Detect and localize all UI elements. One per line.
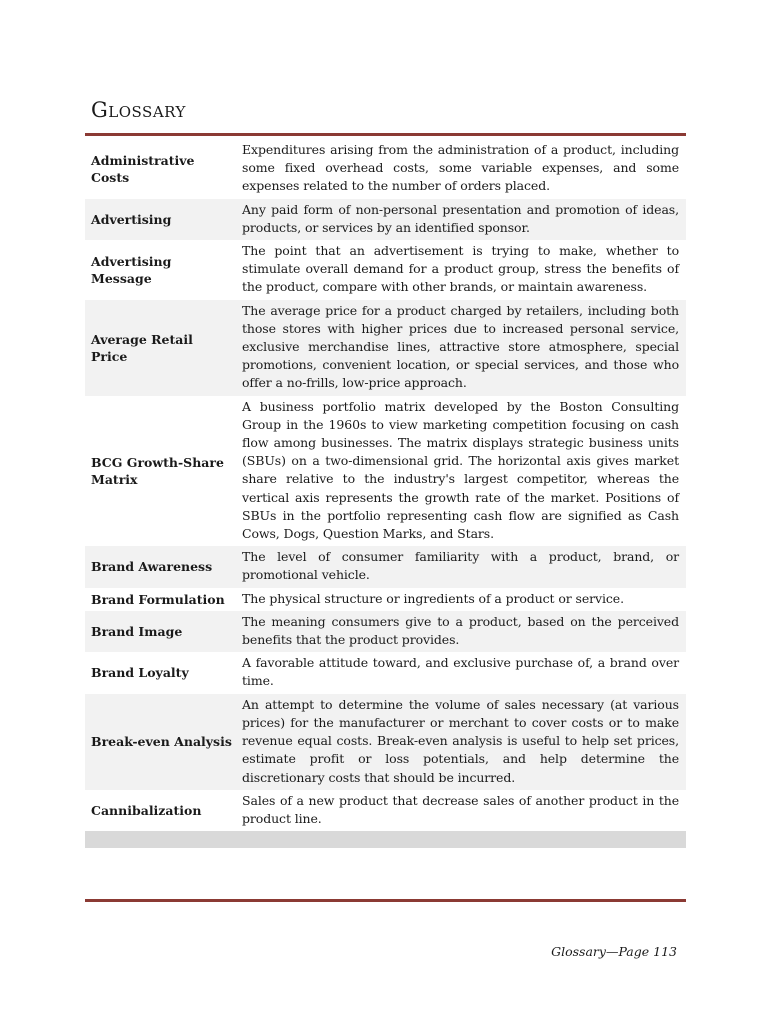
glossary-definition: An attempt to determine the volume of sales necessary (at various prices) for the manufacturer or merchant to cover costs or to make revenue equal costs. Break-even analysis is useful to help set prices, estimate profit or loss potentials, and help determine the discretionary costs that should be incurred. (237, 694, 686, 790)
glossary-definition: The average price for a product charged by retailers, including both those stores with higher prices due to increased personal service, exclusive merchandise lines, attractive store atmosphere, special promotions, convenient location, or special services, and those who offer a no-frills, low-price approach. (237, 300, 686, 396)
glossary-term: Average Retail Price (85, 300, 237, 396)
page-footer: Glossary—Page 113 (551, 944, 677, 959)
glossary-term: Break-even Analysis (85, 694, 237, 790)
page-title: Glossary (91, 98, 186, 122)
glossary-row (85, 790, 686, 831)
glossary-row (85, 199, 686, 240)
glossary-term: Advertising Message (85, 240, 237, 300)
glossary-definition: Any paid form of non-personal presentation and promotion of ideas, products, or services by an identified sponsor. (237, 199, 686, 240)
glossary-term: Brand Formulation (85, 588, 237, 611)
glossary-row (85, 240, 686, 300)
glossary-term: Brand Image (85, 611, 237, 652)
glossary-term: Cannibalization (85, 790, 237, 831)
glossary-definition: The level of consumer familiarity with a product, brand, or promotional vehicle. (237, 546, 686, 587)
glossary-row (85, 652, 686, 693)
glossary-definition: A business portfolio matrix developed by the Boston Consulting Group in the 1960s to view marketing competition focusing on cash flow among businesses. The matrix displays strategic business units (SBUs) on a two-dimensional grid. The horizontal axis gives market share relative to the industry's largest competitor, whereas the vertical axis represents the growth rate of the market. Positions of SBUs in the portfolio representing cash flow are signified as Cash Cows, Dogs, Question Marks, and Stars. (237, 396, 686, 547)
glossary-definition: A favorable attitude toward, and exclusive purchase of, a brand over time. (237, 652, 686, 693)
glossary-definition: Expenditures arising from the administration of a product, including some fixed overhead costs, some variable expenses, and some expenses related to the number of orders placed. (237, 139, 686, 199)
glossary-row (85, 588, 686, 611)
glossary-definition: Sales of a new product that decrease sales of another product in the product line. (237, 790, 686, 831)
top-rule (85, 133, 686, 136)
filler-cell (85, 831, 686, 848)
table-filler-row (85, 831, 686, 848)
glossary-row (85, 139, 686, 199)
glossary-definition: The physical structure or ingredients of a product or service. (237, 588, 686, 611)
glossary-term: Advertising (85, 199, 237, 240)
glossary-term: Brand Awareness (85, 546, 237, 587)
bottom-rule (85, 899, 686, 902)
glossary-row (85, 396, 686, 547)
glossary-term: BCG Growth-Share Matrix (85, 396, 237, 547)
glossary-row (85, 694, 686, 790)
glossary-row (85, 300, 686, 396)
glossary-row (85, 546, 686, 587)
glossary-definition: The meaning consumers give to a product, based on the perceived benefits that the product provides. (237, 611, 686, 652)
glossary-row (85, 611, 686, 652)
glossary-table (85, 139, 686, 848)
glossary-definition: The point that an advertisement is trying to make, whether to stimulate overall demand for a product group, stress the benefits of the product, compare with other brands, or maintain awareness. (237, 240, 686, 300)
glossary-term: Administrative Costs (85, 139, 237, 199)
glossary-term: Brand Loyalty (85, 652, 237, 693)
